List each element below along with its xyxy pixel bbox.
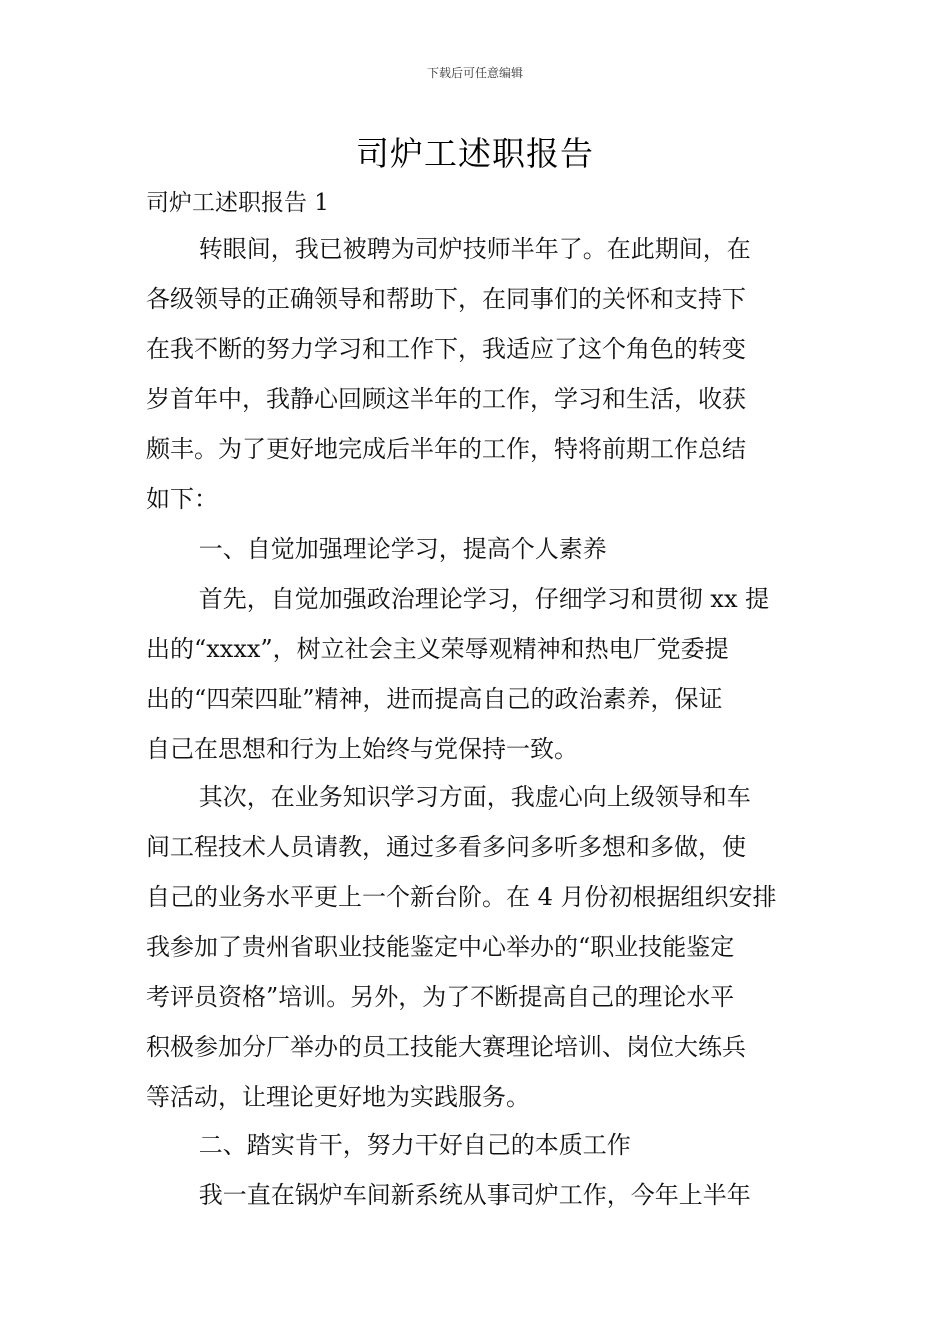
text-line: 首先，自觉加强政治理论学习，仔细学习和贯彻 xx 提 — [198, 585, 770, 613]
text-line: 我一直在锅炉车间新系统从事司炉工作，今年上半年 — [198, 1181, 751, 1209]
paragraph-work — [146, 1170, 814, 1220]
text-line: 间工程技术人员请教，通过多看多问多听多想和多做，使 — [146, 833, 746, 861]
page-title: 司炉工述职报告 — [356, 134, 594, 173]
text-line: 出的“xxxx”，树立社会主义荣辱观精神和热电厂党委提 — [146, 635, 729, 663]
text-line: 在我不断的努力学习和工作下，我适应了这个角色的转变 — [146, 335, 746, 363]
text-line: 自己在思想和行为上始终与党保持一致。 — [146, 735, 578, 763]
text-line: 积极参加分厂举办的员工技能大赛理论培训、岗位大练兵 — [146, 1033, 746, 1061]
section-heading-1 — [146, 524, 814, 574]
section-subtitle: 司炉工述职报告 1 — [146, 190, 329, 216]
text-line: 等活动，让理论更好地为实践服务。 — [146, 1083, 530, 1111]
text-line: 其次，在业务知识学习方面，我虚心向上级领导和车 — [198, 783, 751, 811]
heading-text: 二、踏实肯干，努力干好自己的本质工作 — [198, 1131, 631, 1159]
header-note: 下载后可任意编辑 — [426, 66, 523, 80]
paragraph-business-study — [146, 772, 814, 1122]
text-line: 岁首年中，我静心回顾这半年的工作，学习和生活，收获 — [146, 385, 746, 413]
paragraph-intro — [146, 224, 814, 524]
text-line: 各级领导的正确领导和帮助下，在同事们的关怀和支持下 — [146, 285, 746, 313]
paragraph-political-study — [146, 574, 814, 774]
text-line: 考评员资格”培训。另外，为了不断提高自己的理论水平 — [146, 983, 735, 1011]
text-line: 转眼间，我已被聘为司炉技师半年了。在此期间，在 — [198, 235, 751, 263]
text-line: 颇丰。为了更好地完成后半年的工作，特将前期工作总结 — [146, 435, 746, 463]
text-line: 出的“四荣四耻”精神，进而提高自己的政治素养，保证 — [146, 685, 723, 713]
section-heading-2 — [146, 1120, 814, 1170]
text-line: 自己的业务水平更上一个新台阶。在 4 月份初根据组织安排 — [146, 883, 777, 911]
text-line: 如下： — [146, 485, 218, 513]
text-line: 我参加了贵州省职业技能鉴定中心举办的“职业技能鉴定 — [146, 933, 735, 961]
heading-text: 一、自觉加强理论学习，提高个人素养 — [198, 535, 607, 563]
